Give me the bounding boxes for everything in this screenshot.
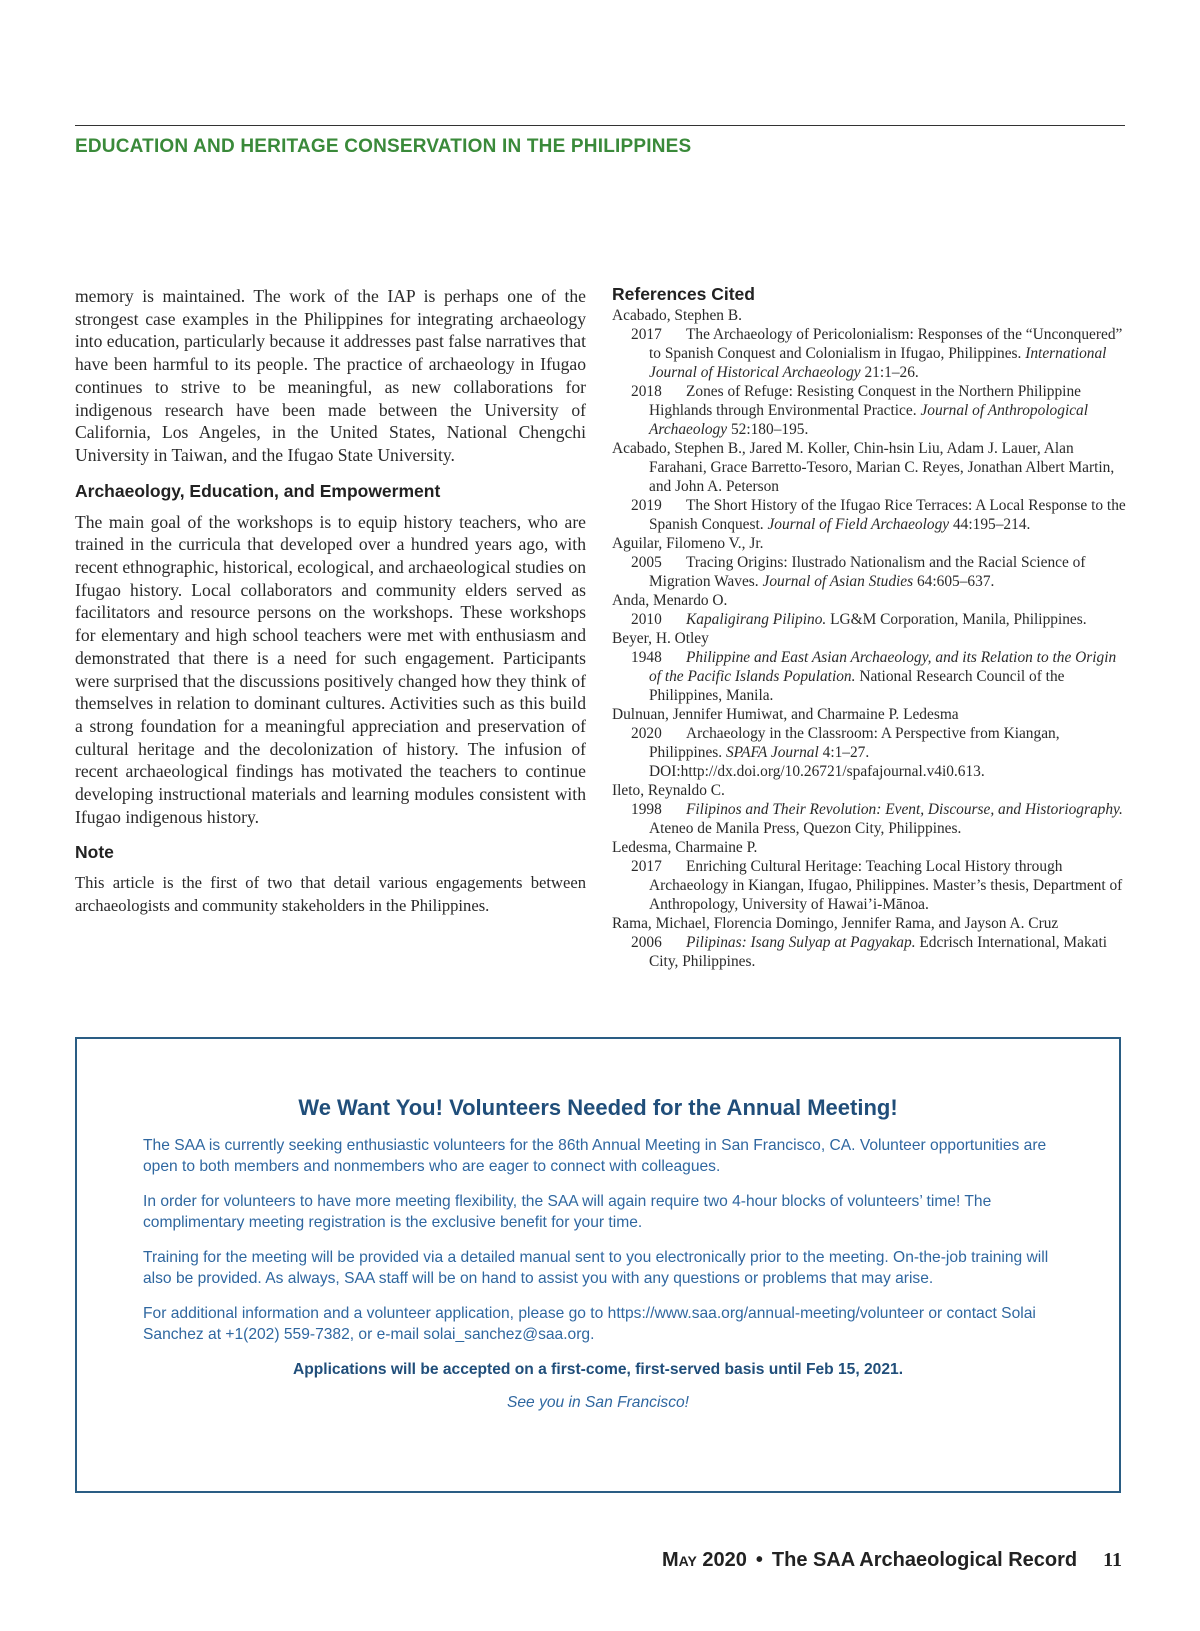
ref-title: Philippine and East Asian Archaeology, and its Relation to the Origin of the Pacific Islands Population. xyxy=(649,649,1117,685)
ref-text: The Short History of the Ifugao Rice Terraces: A Local Response to the Spanish Conquest. xyxy=(649,497,1126,533)
ref-author: Ledesma, Charmaine P. xyxy=(612,839,758,856)
ref-journal: International Journal of Historical Archaeology xyxy=(649,345,1107,381)
ref-year: 2006 xyxy=(631,934,662,951)
ref-tail: 52:180–195. xyxy=(730,421,809,438)
ref-text: Zones of Refuge: Resisting Conquest in the Northern Philippine Highlands through Environmental Practice. xyxy=(649,383,1081,419)
ref-author: Beyer, H. Otley xyxy=(612,630,709,647)
ref-entry xyxy=(612,648,1128,705)
ref-year: 2010 xyxy=(631,611,662,628)
ref-year: 2019 xyxy=(631,497,662,514)
ref-entry xyxy=(612,496,1128,534)
ref-author: Acabado, Stephen B. xyxy=(612,307,742,324)
ref-tail: 64:605–637. xyxy=(916,573,995,590)
footer-month: May 2020 xyxy=(662,1549,747,1571)
note-heading: Note xyxy=(75,842,114,863)
notice-paragraph-4: For additional information and a volunteer application, please go to https://www.saa.org/annual-meeting/volunteer or contact Solai Sanchez at +1(202) 559-7382, or e-mail solai_sanchez@saa.org. xyxy=(143,1305,1036,1343)
ref-tail: Ateneo de Manila Press, Quezon City, Philippines. xyxy=(649,820,962,837)
ref-title: Filipinos and Their Revolution: Event, Discourse, and Historiography. xyxy=(686,801,1123,818)
ref-text: Enriching Cultural Heritage: Teaching Local History through Archaeology in Kiangan, Ifugao, Philippines. Master’s thesis, Department of Anthropology, University of Hawai’i-Mānoa. xyxy=(649,858,1123,913)
ref-author: Ileto, Reynaldo C. xyxy=(612,782,725,799)
ref-author: Anda, Menardo O. xyxy=(612,592,728,609)
section-title: EDUCATION AND HERITAGE CONSERVATION IN THE PHILIPPINES xyxy=(75,136,692,157)
ref-year: 2017 xyxy=(631,858,662,875)
ref-tail: LG&M Corporation, Manila, Philippines. xyxy=(830,611,1087,628)
ref-journal: SPAFA Journal xyxy=(725,744,819,761)
ref-tail: Edcrisch International, Makati City, Philippines. xyxy=(649,934,1108,970)
ref-entry xyxy=(612,800,1128,838)
ref-tail: 44:195–214. xyxy=(952,516,1031,533)
ref-tail: National Research Council of the Philippines, Manila. xyxy=(649,668,1065,704)
footer-journal: The SAA Archaeological Record xyxy=(771,1549,1078,1571)
notice-closing: See you in San Francisco! xyxy=(506,1394,690,1411)
ref-text: Tracing Origins: Ilustrado Nationalism and the Racial Science of Migration Waves. xyxy=(649,554,1086,590)
ref-author: Rama, Michael, Florencia Domingo, Jennifer Rama, and Jayson A. Cruz xyxy=(612,915,1059,932)
notice-title: We Want You! Volunteers Needed for the Annual Meeting! xyxy=(298,1095,898,1120)
references-heading: References Cited xyxy=(612,284,755,304)
ref-journal: Journal of Asian Studies xyxy=(762,573,914,590)
ref-author: Aguilar, Filomeno V., Jr. xyxy=(612,535,764,552)
notice-paragraph-1: The SAA is currently seeking enthusiastic volunteers for the 86th Annual Meeting in San Francisco, CA. Volunteer opportunities are open to both members and nonmembers who are eager to connect with colleagues. xyxy=(143,1137,1047,1175)
ref-year: 1998 xyxy=(631,801,662,818)
ref-tail: 4:1–27. DOI:http://dx.doi.org/10.26721/spafajournal.v4i0.613. xyxy=(649,744,985,780)
ref-title: Pilipinas: Isang Sulyap at Pagyakap. xyxy=(686,934,916,951)
ref-year: 2005 xyxy=(631,554,662,571)
ref-entry xyxy=(612,857,1128,914)
ref-author: Dulnuan, Jennifer Humiwat, and Charmaine P. Ledesma xyxy=(612,706,959,723)
ref-entry xyxy=(612,933,1128,971)
notice-deadline: Applications will be accepted on a first-come, first-served basis until Feb 15, 2021. xyxy=(292,1361,904,1378)
header-rule xyxy=(75,125,1125,126)
ref-tail: 21:1–26. xyxy=(864,364,919,381)
ref-year: 2018 xyxy=(631,383,662,400)
volunteer-notice-box xyxy=(75,1037,1121,1493)
ref-year: 1948 xyxy=(631,649,662,666)
ref-year: 2020 xyxy=(631,725,662,742)
ref-text: The Archaeology of Pericolonialism: Responses of the “Unconquered” to Spanish Conquest and Colonialism in Ifugao, Philippines. xyxy=(649,326,1123,362)
subheading-empowerment: Archaeology, Education, and Empowerment xyxy=(75,480,441,501)
ref-text: Archaeology in the Classroom: A Perspective from Kiangan, Philippines. xyxy=(649,725,1060,761)
notice-paragraph-3: Training for the meeting will be provided via a detailed manual sent to you electronically prior to the meeting. On-the-job training will also be provided. As always, SAA staff will be on hand to assist you with any questions or problems that may arise. xyxy=(143,1249,1049,1287)
ref-journal: Journal of Field Archaeology xyxy=(767,516,950,533)
page-number: 11 xyxy=(1103,1549,1122,1571)
body-paragraph-1: memory is maintained. The work of the IAP is perhaps one of the strongest case examples in the Philippines for integrating archaeology into education, particularly because it addresses past false narratives that have been harmful to its people. The practice of archaeology in Ifugao continues to strive to be meaningful, as new collaborations for indigenous research have been made between the University of California, Los Angeles, in the United States, National Chengchi University in Taiwan, and the Ifugao State University. xyxy=(75,286,587,465)
ref-entry xyxy=(612,553,1128,591)
ref-title: Kapaligirang Pilipino. xyxy=(686,611,827,628)
ref-entry xyxy=(612,382,1128,439)
body-paragraph-2: The main goal of the workshops is to equip history teachers, who are trained in the curricula that developed over a hundred years ago, with recent ethnographic, historical, ecological, and archaeological studies on Ifugao history. Local collaborators and community elders served as facilitators and resource persons on the workshops. These workshops for elementary and high school teachers were met with enthusiasm and demonstrated that there is a need for such engagement. Participants were surprised that the discussions positively changed how they think of themselves in relation to dominant cultures. Activities such as this build a strong foundation for a meaningful appreciation and preservation of cultural heritage and the decolonization of history. The infusion of recent archaeological findings has motivated the teachers to continue developing instructional materials and learning modules consistent with Ifugao indigenous history. xyxy=(75,511,586,827)
ref-entry xyxy=(612,325,1128,382)
ref-entry xyxy=(612,610,1128,629)
page-footer xyxy=(662,1549,1122,1572)
ref-journal: Journal of Anthropological Archaeology xyxy=(649,402,1089,438)
ref-entry xyxy=(612,724,1128,781)
notice-paragraph-2: In order for volunteers to have more meeting flexibility, the SAA will again require two 4-hour blocks of volunteers’ time! The complimentary meeting registration is the exclusive benefit for your time. xyxy=(143,1193,992,1231)
footer-bullet: • xyxy=(755,1549,763,1571)
ref-year: 2017 xyxy=(631,326,662,343)
left-column xyxy=(75,285,586,917)
references-column xyxy=(612,284,1128,971)
ref-author: Acabado, Stephen B., Jared M. Koller, Chin-hsin Liu, Adam J. Lauer, Alan Farahani, Grace Barretto-Tesoro, Marian C. Reyes, Jonathan Albert Martin, and John A. Peterson xyxy=(612,440,1115,495)
note-text: This article is the first of two that detail various engagements between archaeologists and community stakeholders in the Philippines. xyxy=(75,873,586,915)
